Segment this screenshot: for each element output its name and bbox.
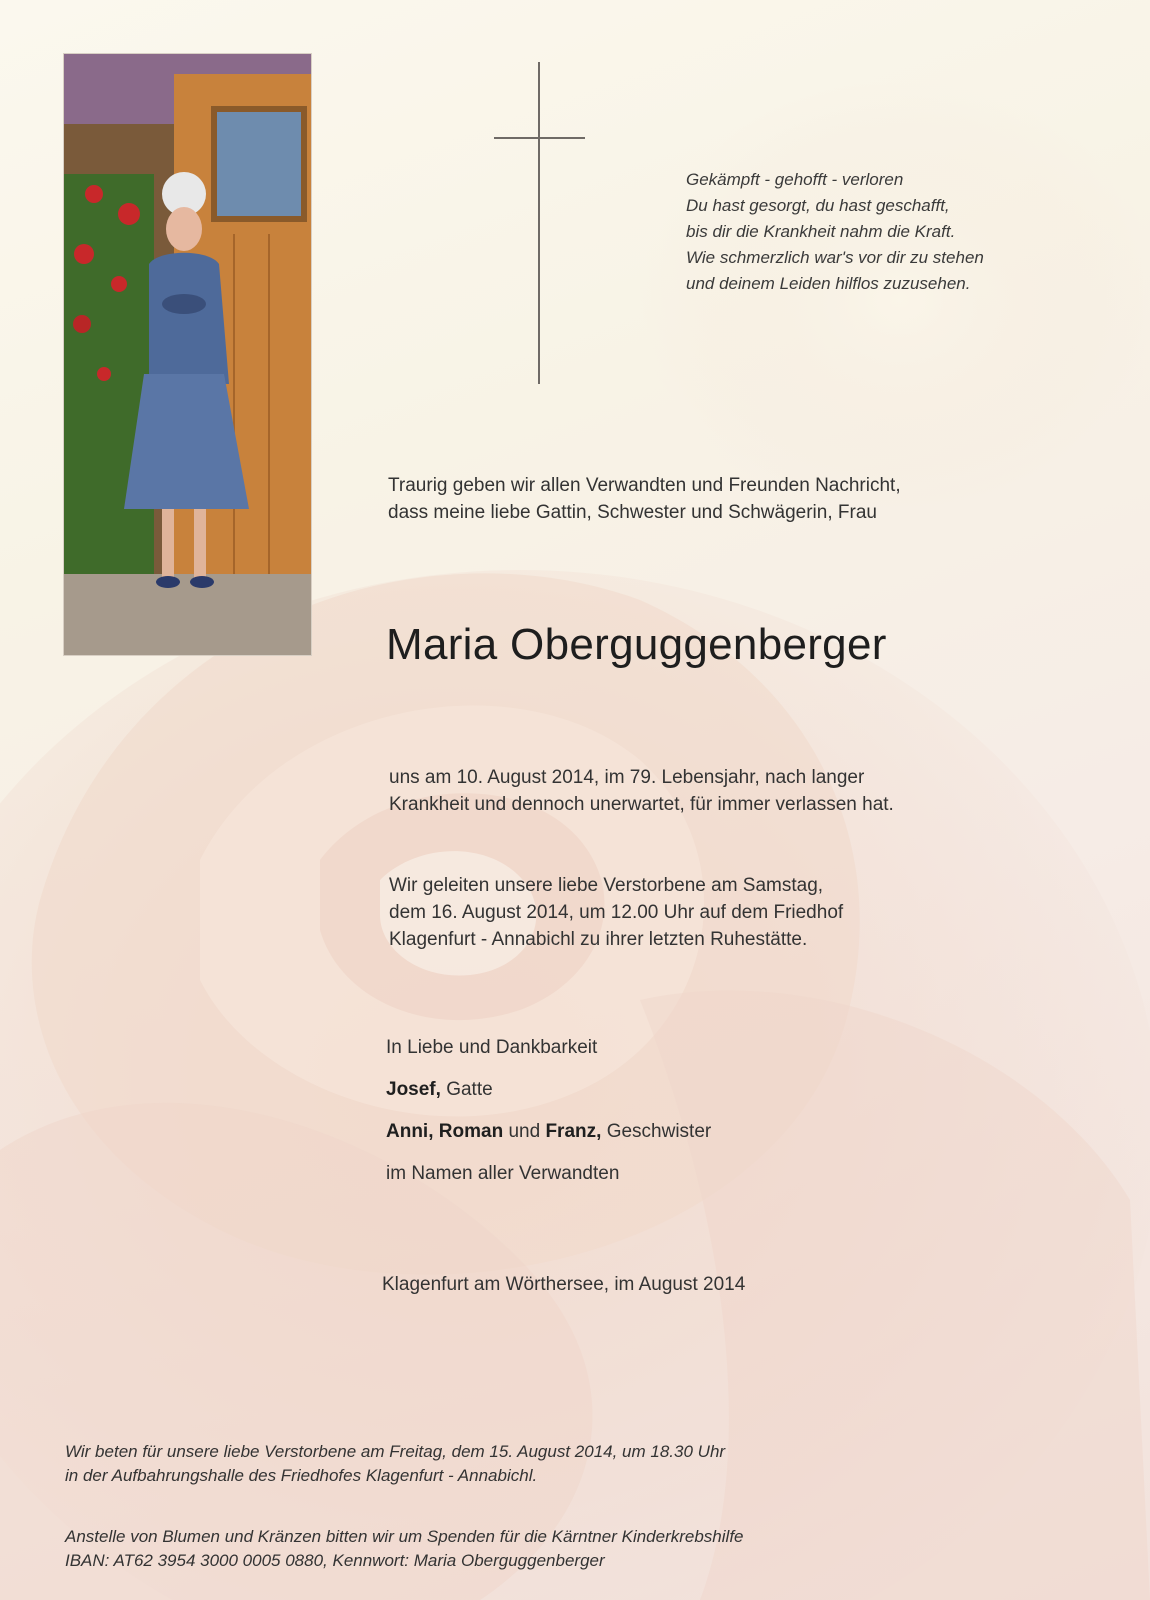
intro-line: Traurig geben wir allen Verwandten und Freunden Nachricht, [388, 475, 901, 496]
prayer-notice [65, 1440, 725, 1488]
cross-symbol-vertical [538, 62, 540, 384]
mourners-spouse [386, 1079, 711, 1121]
funeral-notice-line: dem 16. August 2014, um 12.00 Uhr auf dem Friedhof [389, 902, 844, 923]
place-date: Klagenfurt am Wörthersee, im August 2014 [382, 1274, 746, 1295]
prayer-notice-line: in der Aufbahrungshalle des Friedhofes Klagenfurt - Annabichl. [65, 1466, 538, 1485]
funeral-notice [389, 872, 843, 953]
spouse-relation: Gatte [446, 1079, 493, 1100]
donation-notice-line: IBAN: AT62 3954 3000 0005 0880, Kennwort: Maria Oberguggenberger [65, 1551, 605, 1570]
poem-line: und deinem Leiden hilflos zuzusehen. [686, 274, 971, 293]
spouse-name: Josef, [386, 1079, 441, 1100]
donation-notice [65, 1525, 744, 1573]
portrait-photo [63, 53, 312, 656]
deceased-name: Maria Oberguggenberger [386, 620, 887, 669]
intro-line: dass meine liebe Gattin, Schwester und Schwägerin, Frau [388, 502, 877, 523]
mourners-block [386, 1037, 711, 1205]
poem-block [686, 167, 1116, 297]
poem-line: Gekämpft - gehofft - verloren [686, 170, 904, 189]
cross-symbol-horizontal [494, 137, 585, 139]
sibling-name: Franz, [545, 1121, 602, 1142]
funeral-notice-line: Klagenfurt - Annabichl zu ihrer letzten Ruhestätte. [389, 929, 808, 950]
mourners-siblings [386, 1121, 711, 1163]
siblings-relation: Geschwister [606, 1121, 712, 1142]
poem-line: Wie schmerzlich war's vor dir zu stehen [686, 248, 984, 267]
mourners-closing: im Namen aller Verwandten [386, 1163, 620, 1184]
funeral-notice-line: Wir geleiten unsere liebe Verstorbene am Samstag, [389, 875, 824, 896]
poem-line: Du hast gesorgt, du hast geschafft, [686, 196, 950, 215]
donation-notice-line: Anstelle von Blumen und Kränzen bitten wir um Spenden für die Kärntner Kinderkrebshilfe [65, 1527, 744, 1546]
sibling-name: Roman [438, 1121, 504, 1142]
death-notice [389, 764, 894, 818]
death-notice-line: uns am 10. August 2014, im 79. Lebensjahr, nach langer [389, 767, 865, 788]
mourners-intro: In Liebe und Dankbarkeit [386, 1037, 598, 1058]
poem-line: bis dir die Krankheit nahm die Kraft. [686, 222, 956, 241]
death-notice-line: Krankheit und dennoch unerwartet, für immer verlassen hat. [389, 794, 894, 815]
prayer-notice-line: Wir beten für unsere liebe Verstorbene am Freitag, dem 15. August 2014, um 18.30 Uhr [65, 1442, 726, 1461]
conjunction: und [508, 1121, 541, 1142]
intro-text [388, 472, 901, 526]
sibling-name: Anni, [386, 1121, 434, 1142]
